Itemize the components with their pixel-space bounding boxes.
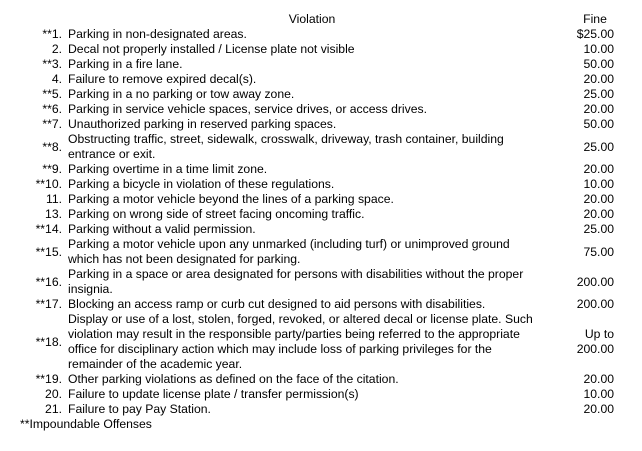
fine-amount: $25.00 xyxy=(576,27,614,41)
violation-number: **9. xyxy=(42,162,62,176)
violation-number: **3. xyxy=(42,57,62,71)
fine-amount: 20.00 xyxy=(583,72,614,86)
violation-description: Parking without a valid permission. xyxy=(68,222,256,236)
violation-number: 4. xyxy=(51,72,62,86)
fine-amount: 20.00 xyxy=(583,372,614,386)
table-body xyxy=(0,27,642,417)
table-row xyxy=(0,177,642,192)
violation-number: **1. xyxy=(42,27,62,41)
violation-description: Failure to pay Pay Station. xyxy=(68,402,211,416)
fine-amount: 75.00 xyxy=(583,244,614,259)
violation-description: Parking a motor vehicle upon any unmarked (including turf) or unimproved ground which has not been designated for parking. xyxy=(68,237,510,266)
fine-amount: 20.00 xyxy=(583,402,614,416)
violation-number: **17. xyxy=(35,297,62,311)
violation-description: Parking on wrong side of street facing oncoming traffic. xyxy=(68,207,365,221)
violation-number: **6. xyxy=(42,102,62,116)
violation-description: Failure to remove expired decal(s). xyxy=(68,72,257,86)
violation-number: **10. xyxy=(35,177,62,191)
fine-amount: 200.00 xyxy=(576,274,614,289)
violation-number: 2. xyxy=(51,42,62,56)
header-number-spacer xyxy=(0,12,72,27)
table-row xyxy=(0,27,642,42)
fine-amount: 10.00 xyxy=(583,387,614,401)
fine-amount: 10.00 xyxy=(583,177,614,191)
table-row xyxy=(0,192,642,207)
fine-amount: 20.00 xyxy=(583,192,614,206)
fine-amount: 20.00 xyxy=(583,162,614,176)
fine-amount: 10.00 xyxy=(583,42,614,56)
violation-description: Failure to update license plate / transfer permission(s) xyxy=(68,387,359,401)
table-row xyxy=(0,222,642,237)
table-row xyxy=(0,402,642,417)
table-row xyxy=(0,297,642,312)
violation-number: 11. xyxy=(45,192,62,206)
violation-description: Obstructing traffic, street, sidewalk, crosswalk, driveway, trash container, building entrance or exit. xyxy=(68,132,504,161)
violation-number: 13. xyxy=(45,207,62,221)
fine-amount: 20.00 xyxy=(583,102,614,116)
violation-number: **16. xyxy=(35,274,62,289)
table-row xyxy=(0,162,642,177)
violation-description: Parking overtime in a time limit zone. xyxy=(68,162,268,176)
violation-number: 20. xyxy=(45,387,62,401)
violation-description: Parking in a no parking or tow away zone. xyxy=(68,87,295,101)
violation-number: **14. xyxy=(35,222,62,236)
fine-amount: 200.00 xyxy=(576,297,614,311)
violation-description: Decal not properly installed / License plate not visible xyxy=(68,42,355,56)
violation-number: **5. xyxy=(42,87,62,101)
violation-description: Parking in a fire lane. xyxy=(68,57,183,71)
violation-description: Parking in a space or area designated for persons with disabilities without the proper insignia. xyxy=(68,267,524,296)
fine-amount: 25.00 xyxy=(583,139,614,154)
violation-number: **19. xyxy=(35,372,62,386)
table-row xyxy=(0,72,642,87)
table-row xyxy=(0,387,642,402)
table-row xyxy=(0,132,642,162)
violation-description: Blocking an access ramp or curb cut designed to aid persons with disabilities. xyxy=(68,297,486,311)
fine-amount: Up to 200.00 xyxy=(576,327,614,356)
table-row xyxy=(0,102,642,117)
footnote: **Impoundable Offenses xyxy=(20,417,152,431)
violation-number: 21. xyxy=(45,402,62,416)
violation-description: Unauthorized parking in reserved parking spaces. xyxy=(68,117,337,131)
table-row xyxy=(0,312,642,372)
fine-amount: 20.00 xyxy=(583,207,614,221)
violation-description: Display or use of a lost, stolen, forged, revoked, or altered decal or license plate. Such violation may result in the responsible party/parties being referred to the appropriate office for disciplinary action which may include loss of parking privileges for the remainder of the academic year. xyxy=(68,312,533,371)
violation-column-header: Violation xyxy=(288,12,336,26)
table-row xyxy=(0,372,642,387)
table-row xyxy=(0,117,642,132)
fine-column-header: Fine xyxy=(583,12,607,26)
violation-number: **15. xyxy=(35,244,62,259)
violation-description: Parking in non-designated areas. xyxy=(68,27,247,41)
violation-number: **18. xyxy=(35,334,62,349)
table-row xyxy=(0,87,642,102)
violation-description: Parking in service vehicle spaces, service drives, or access drives. xyxy=(68,102,427,116)
table-row xyxy=(0,267,642,297)
violation-description: Other parking violations as defined on the face of the citation. xyxy=(68,372,399,386)
violation-number: **7. xyxy=(42,117,62,131)
fine-amount: 50.00 xyxy=(583,117,614,131)
violation-description: Parking a motor vehicle beyond the lines of a parking space. xyxy=(68,192,394,206)
violation-description: Parking a bicycle in violation of these regulations. xyxy=(68,177,335,191)
table-row xyxy=(0,42,642,57)
table-row xyxy=(0,207,642,222)
table-row xyxy=(0,57,642,72)
violation-number: **8. xyxy=(42,139,62,154)
table-header xyxy=(0,12,642,27)
table-row xyxy=(0,237,642,267)
fine-amount: 25.00 xyxy=(583,222,614,236)
fine-amount: 50.00 xyxy=(583,57,614,71)
fine-amount: 25.00 xyxy=(583,87,614,101)
